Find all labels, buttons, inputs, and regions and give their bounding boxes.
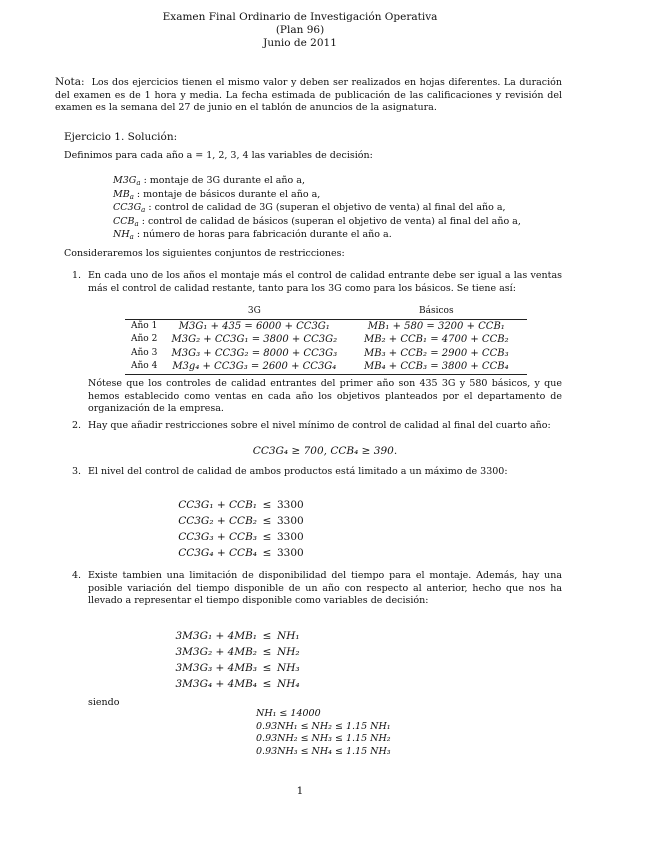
- note-text: Los dos ejercicios tienen el mismo valor y deben ser realizados en hojas diferentes. La duración del examen es de 1 hora y media. La fecha estimada de publicación de las calificaciones y revisión del examen es la semana del 27 de junio en el tablón de anuncios de la asignatura.: [55, 77, 562, 113]
- nh-line: 0.93NH₂ ≤ NH₃ ≤ 1.15 NH₂: [256, 733, 391, 744]
- item-4-equations: [165, 628, 321, 692]
- balance-table: [125, 305, 527, 375]
- item-3-equations: [165, 497, 321, 561]
- item-1-note: Nótese que los controles de calidad entrantes del primer año son 435 3G y 580 básicos, y que hemos establecido como ventas en cada año los objetivos planteados por el departamento de organización de la empresa.: [88, 378, 562, 414]
- item-1-text: En cada uno de los años el montaje más el control de calidad entrante debe ser igual a las ventas más el control de calidad restante, tanto para los 3G como para los básicos. Se tiene así:: [88, 270, 562, 294]
- item-4-text: Existe tambien una limitación de disponibilidad del tiempo para el montaje. Además, hay una posible variación del tiempo disponible de un año con respecto al anterior, hecho que nos ha llevado a representar el tiempo disponible como variables de decisión:: [88, 570, 562, 606]
- variable-item: $CCB_a$ : control de calidad de básicos (superan el objetivo de venta) al final del año a,: [113, 215, 521, 228]
- variable-item: $CC3G_a$ : control de calidad de 3G (superan el objetivo de venta) al final del año a,: [113, 202, 506, 214]
- equation-row: 3M3G₁ + 4MB₁ ≤ NH₁: [175, 630, 300, 642]
- variables-list: [113, 175, 583, 243]
- item-3-number: 3.: [72, 466, 82, 477]
- siendo-label: siendo: [88, 697, 120, 708]
- exercise-intro: Definimos para cada año a = 1, 2, 3, 4 las variables de decisión:: [64, 150, 373, 161]
- variable-item: $NH_a$ : número de horas para fabricación durante el año a.: [113, 229, 392, 241]
- item-2-equation: CC3G₄ ≥ 700, CCB₄ ≥ 390.: [252, 445, 398, 457]
- equation-row: 3M3G₄ + 4MB₄ ≤ NH₄: [175, 678, 300, 690]
- equation-row: CC3G₄ + CCB₄ ≤ 3300: [178, 547, 304, 559]
- column-header-3g: 3G: [247, 306, 261, 316]
- table-row: Año 4 M3g₄ + CC3G₃ = 2600 + CC3G₄ MB₄ + CCB₃ = 3800 + CCB₄: [125, 360, 527, 374]
- exam-date: Junio de 2011: [263, 37, 337, 49]
- equation-row: 3M3G₃ + 4MB₃ ≤ NH₃: [175, 662, 300, 674]
- page-number: 1: [296, 785, 304, 797]
- table-row: Año 1 M3G₁ + 435 = 6000 + CC3G₁ MB₁ + 580 = 3200 + CCB₁: [131, 320, 505, 332]
- equation-row: CC3G₃ + CCB₃ ≤ 3300: [178, 531, 304, 543]
- variable-item: $M3G_a$ : montaje de 3G durante el año a,: [113, 175, 305, 187]
- exercise-heading: Ejercicio 1. Solución:: [64, 131, 178, 143]
- table-row: Año 3 M3G₃ + CC3G₂ = 8000 + CC3G₃ MB₃ + CCB₂ = 2900 + CCB₃: [131, 347, 509, 359]
- note-label: Nota:: [55, 76, 85, 88]
- item-2-number: 2.: [72, 420, 82, 431]
- nh-line: 0.93NH₃ ≤ NH₄ ≤ 1.15 NH₃: [256, 745, 391, 757]
- equation-row: CC3G₂ + CCB₂ ≤ 3300: [178, 515, 304, 527]
- item-4-number: 4.: [72, 570, 82, 581]
- variable-item: $MB_a$ : montaje de básicos durante el año a,: [113, 188, 321, 201]
- column-header-basicos: Básicos: [419, 306, 454, 316]
- item-2-text: Hay que añadir restricciones sobre el nivel mínimo de control de calidad al final del cuarto año:: [88, 420, 551, 431]
- equation-row: 3M3G₂ + 4MB₂ ≤ NH₂: [175, 646, 300, 658]
- nh-line: 0.93NH₁ ≤ NH₂ ≤ 1.15 NH₁: [256, 720, 391, 732]
- exam-plan: (Plan 96): [275, 24, 325, 36]
- constraints-intro: Consideraremos los siguientes conjuntos de restricciones:: [64, 248, 345, 259]
- equation-row: CC3G₁ + CCB₁ ≤ 3300: [178, 499, 304, 511]
- table-row: Año 2 M3G₂ + CC3G₁ = 3800 + CC3G₂ MB₂ + CCB₁ = 4700 + CCB₂: [131, 334, 509, 345]
- nh-constraints: [256, 708, 391, 758]
- exam-title: Examen Final Ordinario de Investigación Operativa: [162, 11, 438, 23]
- item-1-number: 1.: [72, 270, 82, 281]
- item-3-text: El nivel del control de calidad de ambos productos está limitado a un máximo de 3300:: [88, 466, 508, 477]
- note-paragraph: [55, 76, 562, 115]
- nh-line: NH₁ ≤ 14000: [256, 708, 321, 719]
